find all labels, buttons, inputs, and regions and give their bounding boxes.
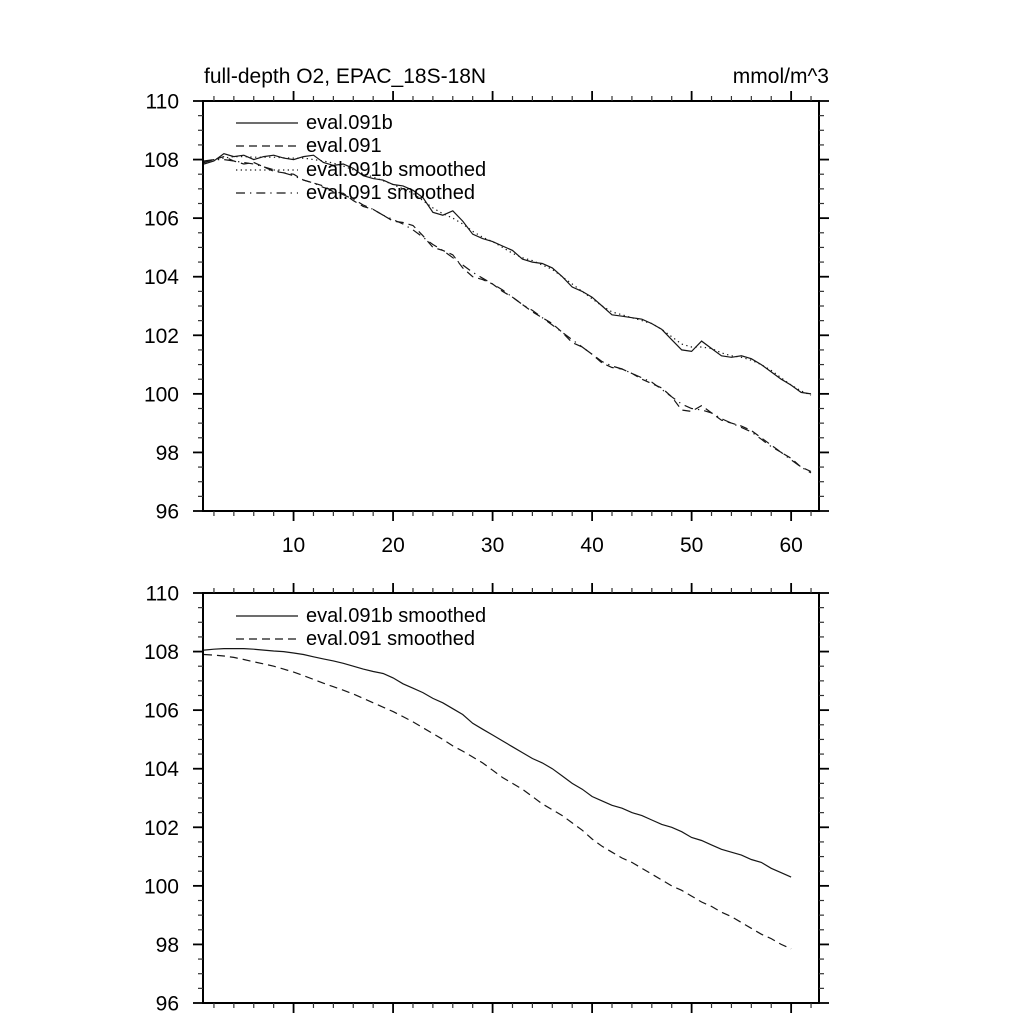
legend-line-dashdot-icon [236,181,298,205]
legend-label: eval.091b smoothed [306,604,487,627]
y-axis-tick-label: 108 [143,641,179,665]
legend-bottom-panel [236,604,486,651]
y-axis-tick-label: 100 [143,875,179,899]
series-line-dashdot [204,160,811,473]
y-axis-tick-label: 102 [143,816,179,840]
legend-line-solid-icon [236,111,298,135]
x-axis-tick-label: 40 [580,534,604,557]
legend-item [236,628,486,652]
legend-item [236,604,486,628]
x-axis-tick-label: 30 [480,534,505,557]
x-axis-tick-label: 50 [679,534,704,557]
legend-label: eval.091b [306,111,393,134]
legend-line-solid-icon [236,604,298,628]
units-label: mmol/m^3 [732,65,829,88]
legend-top-panel [236,111,486,205]
legend-label: eval.091 smoothed [306,628,476,651]
legend-label: eval.091 smoothed [306,182,476,205]
legend-item [236,182,486,206]
y-axis-tick-label: 96 [155,992,179,1016]
axis-frame [203,593,819,1003]
series-line-solid [204,649,791,878]
y-axis-tick-label: 100 [143,383,179,407]
y-axis-tick-label: 108 [143,149,179,173]
x-axis-tick-label: 20 [381,534,405,557]
legend-line-dashed-icon [236,134,298,158]
y-axis-tick-label: 104 [143,266,179,290]
y-axis-tick-label: 98 [155,441,179,465]
y-axis-tick-label: 110 [145,90,179,114]
legend-label: eval.091 [306,135,382,158]
y-axis-tick-label: 102 [143,324,179,348]
y-axis-tick-label: 110 [145,582,179,606]
y-axis-tick-label: 96 [155,500,179,524]
y-axis-tick-label: 98 [155,933,179,957]
y-axis-tick-label: 104 [143,758,179,782]
legend-item [236,158,486,182]
legend-item [236,135,486,159]
y-axis-tick-label: 106 [143,699,179,723]
legend-line-dotted-icon [236,158,298,182]
chart-title: full-depth O2, EPAC_18S-18N [204,65,487,88]
x-axis-tick-label: 10 [281,534,306,557]
series-line-dashed [204,655,791,949]
x-axis-tick-label: 60 [779,534,803,557]
y-axis-tick-label: 106 [143,207,179,231]
legend-line-dashed-icon [236,627,298,651]
legend-item [236,111,486,135]
legend-label: eval.091b smoothed [306,158,487,181]
